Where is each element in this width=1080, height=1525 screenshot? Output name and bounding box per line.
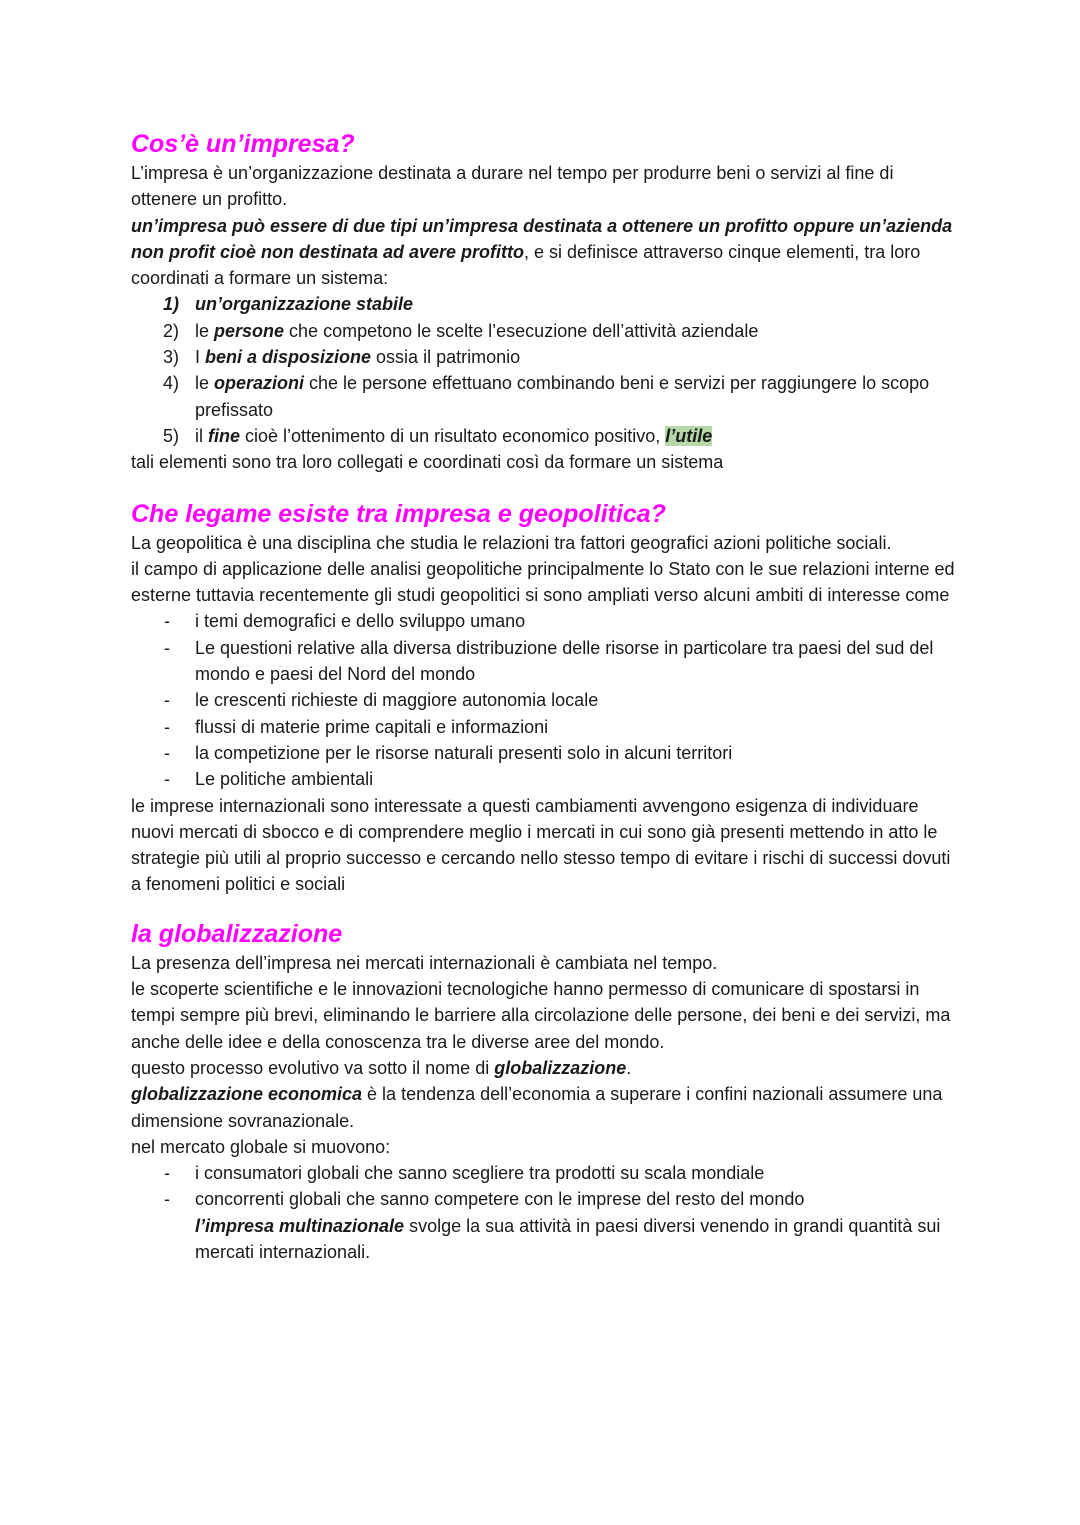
text: è la tendenza dell’economia a superare i confini nazionali assumere una dimensione sovranazionale. [131, 1084, 943, 1131]
dash-marker: - [164, 1163, 170, 1184]
text: le [195, 373, 215, 394]
bold-text: beni a disposizione [205, 347, 372, 368]
dash-marker: - [164, 769, 170, 790]
paragraph [131, 213, 961, 292]
text: cioè l’ottenimento di un risultato economico positivo, [240, 425, 666, 446]
paragraph: tali elementi sono tra loro collegati e coordinati così da formare un sistema [131, 452, 724, 473]
bold-text: operazioni [214, 373, 305, 394]
list-item [131, 714, 961, 740]
heading-cos-e-impresa: Cos’è un’impresa? [131, 130, 355, 158]
numbered-list [131, 291, 961, 449]
bold-text: un’impresa può essere di due tipi un’impresa destinata a ottenere un profitto oppure un’azienda non profit cioè non destinata ad avere profitto [131, 215, 953, 262]
text: le [195, 320, 215, 341]
list-item [131, 766, 961, 792]
text: . [626, 1057, 632, 1078]
list-number: 1) [163, 294, 180, 315]
list-item [131, 370, 961, 423]
list-item [131, 291, 961, 317]
text: i temi demografici e dello sviluppo umano [195, 611, 526, 632]
dash-marker: - [164, 742, 170, 763]
text: I [195, 347, 206, 368]
text: Le questioni relative alla diversa distribuzione delle risorse in particolare tra paesi del sud del mondo e paesi del Nord del mondo [195, 637, 934, 685]
text: flussi di materie prime capitali e informazioni [195, 716, 549, 737]
paragraph: il campo di applicazione delle analisi geopolitiche principalmente lo Stato con le sue relazioni interne ed esterne tuttavia recentemente gli studi geopolitici si sono ampliati verso alcuni ambiti di interesse come [131, 558, 955, 606]
bold-text: l’impresa multinazionale [195, 1215, 405, 1236]
paragraph: L’impresa è un’organizzazione destinata a durare nel tempo per produrre beni o servizi al fine di ottenere un profitto. [131, 163, 894, 210]
paragraph: le scoperte scientifiche e le innovazioni tecnologiche hanno permesso di comunicare di spostarsi in tempi sempre più brevi, eliminando le barriere alla circolazione delle persone, dei beni e dei servizi, ma anche delle idee e della conoscenza tra le diverse aree del mondo. [131, 979, 951, 1052]
list-item [131, 344, 961, 370]
heading-globalizzazione: la globalizzazione [131, 919, 343, 948]
text: il [195, 425, 208, 446]
list-item [131, 608, 961, 634]
highlighted-text: l’utile [665, 425, 713, 446]
bullet-list [131, 1160, 961, 1265]
list-item [131, 318, 961, 344]
text: , e si definisce attraverso cinque elementi, tra loro coordinati a formare un sistema: [131, 241, 921, 289]
text: che le persone effettuano combinando beni e servizi per raggiungere lo scopo prefissato [195, 373, 930, 420]
list-item [131, 1186, 961, 1265]
dash-marker: - [164, 611, 170, 632]
list-number: 3) [163, 347, 180, 368]
text: che competono le scelte l’esecuzione dell’attività aziendale [284, 320, 759, 341]
bold-text: globalizzazione [494, 1057, 627, 1078]
text: concorrenti globali che sanno competere con le imprese del resto del mondo [195, 1189, 805, 1210]
bold-text: persone [214, 320, 285, 341]
section-spacer [131, 898, 961, 918]
list-item [131, 423, 961, 449]
paragraph: La geopolitica è una disciplina che studia le relazioni tra fattori geografici azioni politiche sociali. [131, 532, 892, 553]
dash-marker: - [164, 637, 170, 658]
list-item [131, 687, 961, 713]
text: svolge la sua attività in paesi diversi venendo in grandi quantità sui mercati internazionali. [195, 1215, 941, 1262]
list-number: 5) [163, 425, 180, 446]
dash-marker: - [164, 716, 170, 737]
bullet-list [131, 608, 961, 792]
text: i consumatori globali che sanno scegliere tra prodotti su scala mondiale [195, 1163, 765, 1184]
document-page [131, 128, 961, 1265]
list-number: 4) [163, 373, 180, 394]
text: Le politiche ambientali [195, 769, 374, 790]
text: la competizione per le risorse naturali presenti solo in alcuni territori [195, 742, 733, 763]
paragraph: le imprese internazionali sono interessate a questi cambiamenti avvengono esigenza di individuare nuovi mercati di sbocco e di comprendere meglio i mercati in cui sono già presenti mettendo in atto le strategie più utili al proprio successo e cercando nello stesso tempo di evitare i rischi di successi dovuti a fenomeni politici e sociali [131, 795, 951, 895]
bold-text: un’organizzazione stabile [195, 294, 414, 315]
section-spacer [131, 476, 961, 498]
list-item [131, 1160, 961, 1186]
bold-text: fine [208, 425, 241, 446]
text: le crescenti richieste di maggiore autonomia locale [195, 690, 599, 711]
paragraph: La presenza dell’impresa nei mercati internazionali è cambiata nel tempo. [131, 952, 718, 973]
list-item [131, 740, 961, 766]
list-item [131, 635, 961, 688]
heading-impresa-geopolitica: Che legame esiste tra impresa e geopolitica? [131, 499, 666, 528]
paragraph [131, 1081, 961, 1134]
dash-marker: - [164, 1189, 170, 1210]
list-number: 2) [163, 320, 180, 341]
paragraph [131, 1055, 961, 1081]
dash-marker: - [164, 690, 170, 711]
text: questo processo evolutivo va sotto il nome di [131, 1057, 495, 1078]
text: ossia il patrimonio [371, 347, 521, 368]
paragraph: nel mercato globale si muovono: [131, 1136, 391, 1157]
bold-text: globalizzazione economica [131, 1084, 363, 1105]
